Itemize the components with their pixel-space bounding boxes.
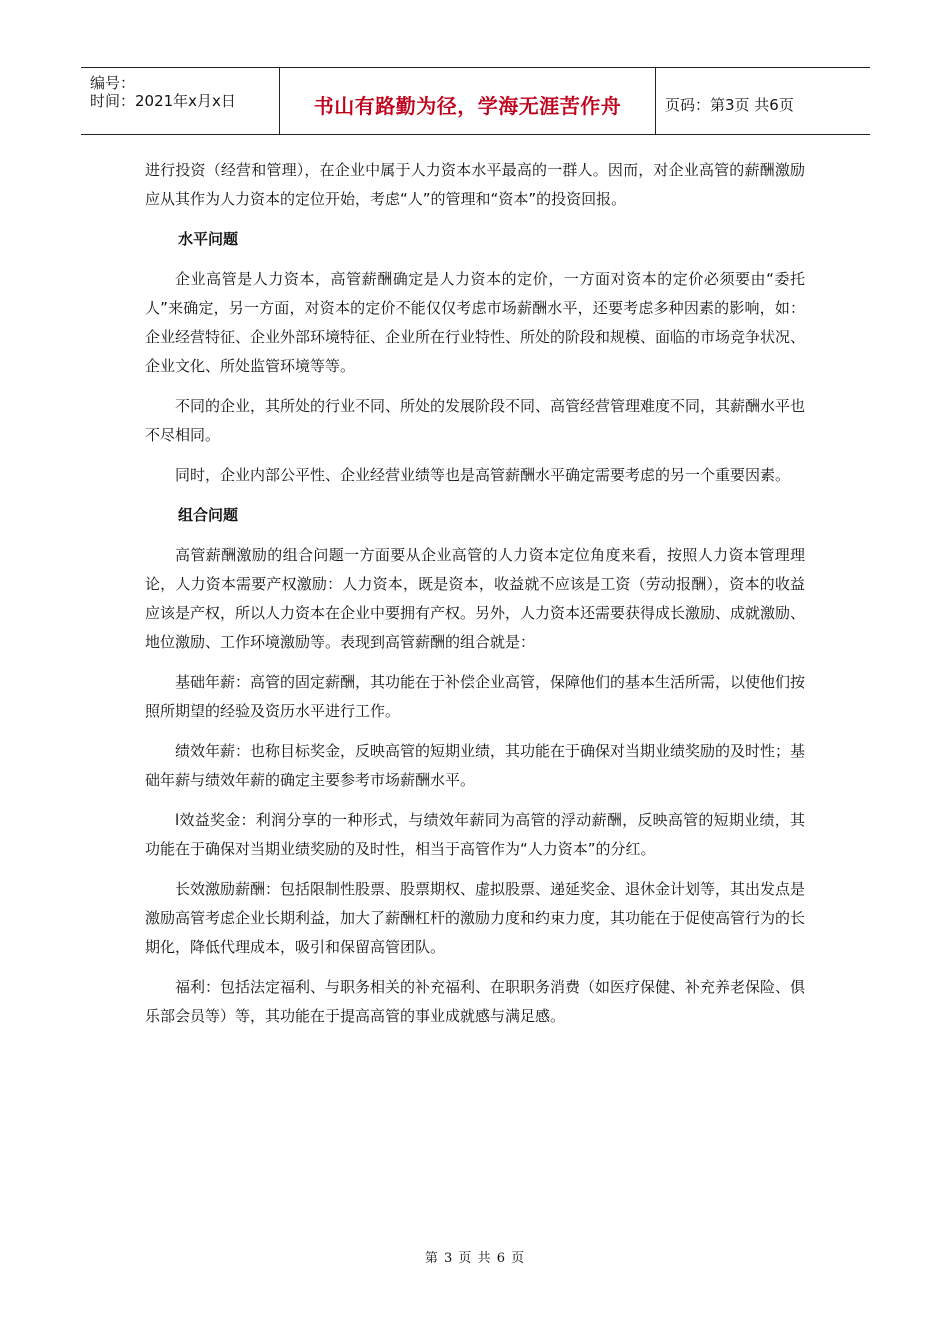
paragraph-benefits: 福利：包括法定福利、与职务相关的补充福利、在职职务消费（如医疗保健、补充养老保险、俱乐部会员等）等，其功能在于提高高管的事业成就感与满足感。 [145,978,806,1025]
document-date: 时间：2021年x月x日 [90,92,236,110]
section-heading-combination: 组合问题 [178,506,239,524]
paragraph: 高管薪酬激励的组合问题一方面要从企业高管的人力资本定位角度来看，按照人力资本管理理论，人力资本需要产权激励：人力资本，既是资本，收益就不应该是工资（劳动报酬），资本的收益应该是产权，所以人力资本在企业中要拥有产权。另外，人力资本还需要获得成长激励、成就激励、地位激励、工作环境激励等。表现到高管薪酬的组合就是： [145,546,806,651]
document-number-label: 编号： [90,74,136,92]
document-body [145,156,805,1042]
paragraph-bonus: l效益奖金：利润分享的一种形式，与绩效年薪同为高管的浮动薪酬，反映高管的短期业绩，其功能在于确保对当期业绩奖励的及时性，相当于高管作为“人力资本”的分红。 [145,811,805,858]
paragraph-long-term-incentive: 长效激励薪酬：包括限制性股票、股票期权、虚拟股票、递延奖金、退休金计划等，其出发点是激励高管考虑企业长期利益，加大了薪酬杠杆的激励力度和约束力度，其功能在于促使高管行为的长期化，降低代理成本，吸引和保留高管团队。 [145,880,806,956]
header-motto: 书山有路勤为径，学海无涯苦作舟 [313,94,622,118]
paragraph: 同时，企业内部公平性、企业经营业绩等也是高管薪酬水平确定需要考虑的另一个重要因素。 [175,466,791,484]
document-header [81,67,870,135]
section-heading-level: 水平问题 [178,230,239,248]
header-meta-cell [81,68,280,134]
paragraph-base-salary: 基础年薪：高管的固定薪酬，其功能在于补偿企业高管，保障他们的基本生活所需，以使他们按照所期望的经验及资历水平进行工作。 [145,673,806,720]
paragraph: 不同的企业，其所处的行业不同、所处的发展阶段不同、高管经营管理难度不同，其薪酬水平也不尽相同。 [145,397,806,444]
header-motto-cell [280,68,656,134]
page-footer: 第 3 页 共 6 页 [424,1251,526,1266]
header-page-cell [656,68,870,134]
header-page-info: 页码：第3页 共6页 [665,96,794,114]
paragraph: 企业高管是人力资本，高管薪酬确定是人力资本的定价，一方面对资本的定价必须要由“委托人”来确定，另一方面，对资本的定价不能仅仅考虑市场薪酬水平，还要考虑多种因素的影响，如：企业经营特征、企业外部环境特征、企业所在行业特性、所处的阶段和规模、面临的市场竞争状况、企业文化、所处监管环境等等。 [145,270,806,375]
paragraph-performance-salary: 绩效年薪：也称目标奖金，反映高管的短期业绩，其功能在于确保对当期业绩奖励的及时性；基础年薪与绩效年薪的确定主要参考市场薪酬水平。 [145,742,806,789]
paragraph: 进行投资（经营和管理），在企业中属于人力资本水平最高的一群人。因而，对企业高管的薪酬激励应从其作为人力资本的定位开始，考虑“人”的管理和“资本”的投资回报。 [145,161,805,208]
